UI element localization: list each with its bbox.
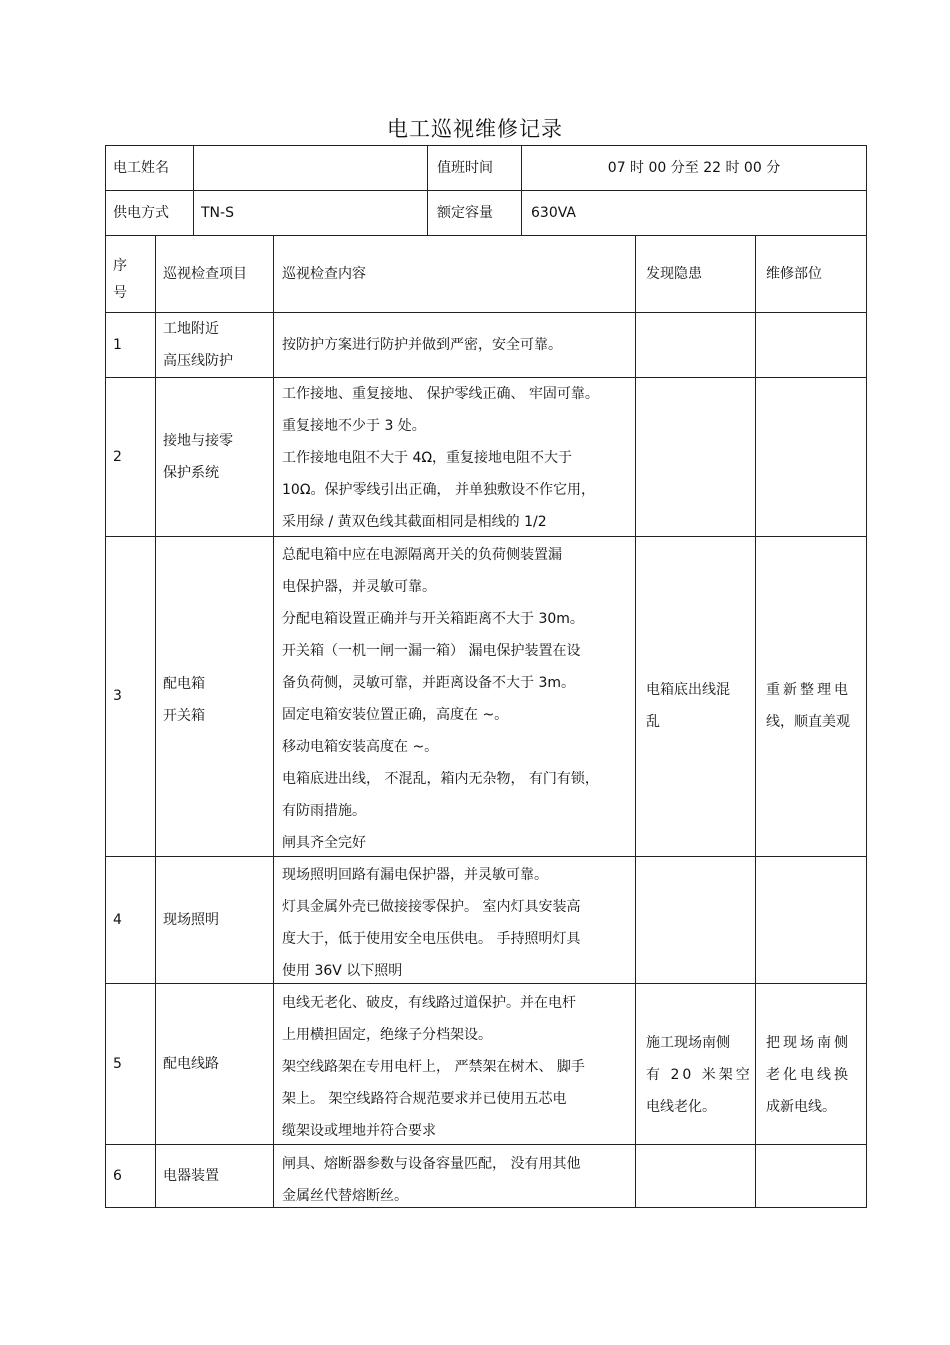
content-line: 采用绿 / 黄双色线其截面相同是相线的 1/2: [282, 514, 547, 530]
row-hazard: [646, 1027, 754, 1123]
hazard-line: 电箱底出线混: [646, 682, 730, 698]
row-item-line: 接地与接零: [163, 433, 233, 449]
content-line: 架空线路架在专用电杆上， 严禁架在树木、 脚手: [282, 1059, 585, 1075]
shift-value: 07 时 00 分至 22 时 00 分: [607, 159, 781, 176]
content-line: 现场照明回路有漏电保护器，并灵敏可靠。: [282, 867, 548, 883]
content-line: 灯具金属外壳已做接接零保护。 室内灯具安装高: [282, 899, 581, 915]
row-number: 4: [113, 911, 122, 928]
content-line: 分配电箱设置正确并与开关箱距离不大于 30m。: [282, 611, 584, 627]
content-line: 缆架设或埋地并符合要求: [282, 1123, 436, 1139]
row-number: 3: [113, 688, 122, 704]
row-item-line: 保护系统: [163, 465, 219, 481]
repair-line: 重新整理电: [766, 682, 851, 698]
column-divider: [273, 235, 274, 1208]
row-number: 1: [113, 336, 122, 353]
shift-label: 值班时间: [437, 159, 493, 176]
content-line: 度大于，低于使用安全电压供电。 手持照明灯具: [282, 931, 581, 947]
row-item: [163, 313, 271, 377]
col-header-no-2: 号: [113, 285, 127, 301]
name-label: 电工姓名: [113, 159, 169, 176]
row-content: [282, 1148, 634, 1212]
row-repair: [766, 674, 864, 738]
content-line: 使用 36V 以下照明: [282, 963, 403, 979]
content-line: 闸具齐全完好: [282, 835, 366, 851]
row-content: [282, 987, 634, 1147]
content-line: 重复接地不少于 3 处。: [282, 418, 426, 434]
hazard-line: 施工现场南侧: [646, 1035, 730, 1051]
column-divider: [755, 235, 756, 1208]
repair-line: 老化电线换: [766, 1067, 851, 1083]
col-header-content: 巡视检查内容: [282, 265, 366, 282]
col-header-repair: 维修部位: [766, 265, 822, 282]
col-header-item: 巡视检查项目: [163, 265, 247, 282]
hazard-line: 乱: [646, 714, 660, 730]
content-line: 电线无老化、破皮，有线路过道保护。并在电杆: [282, 995, 576, 1011]
table-border: [866, 145, 867, 1208]
row-hazard: [646, 674, 754, 738]
row-item: 配电线路: [163, 1055, 219, 1072]
content-line: 电保护器，并灵敏可靠。: [282, 579, 436, 595]
row-item: 电器装置: [163, 1167, 219, 1184]
supply-value: TN-S: [201, 204, 234, 221]
row-item: 现场照明: [163, 911, 219, 928]
row-repair: [766, 1027, 864, 1123]
row-number: 2: [113, 448, 122, 465]
content-line: 金属丝代替熔断丝。: [282, 1188, 408, 1204]
row-number: 5: [113, 1055, 122, 1072]
row-item-line: 配电箱: [163, 676, 205, 692]
name-value: [201, 145, 421, 190]
row-item-line: 高压线防护: [163, 353, 233, 369]
column-divider: [155, 235, 156, 1208]
column-divider: [635, 235, 636, 1208]
row-item-line: 工地附近: [163, 321, 219, 337]
row-content: [282, 859, 634, 987]
row-item: [163, 425, 271, 489]
supply-label: 供电方式: [113, 204, 169, 221]
page-title: 电工巡视维修记录: [387, 117, 563, 141]
content-line: 有防雨措施。: [282, 803, 366, 819]
repair-line: 线，顺直美观: [766, 714, 850, 730]
hazard-line: 电线老化。: [646, 1099, 716, 1115]
row-content: [282, 539, 634, 859]
row-content: 按防护方案进行防护并做到严密，安全可靠。: [282, 336, 562, 353]
capacity-label: 额定容量: [437, 204, 493, 221]
inspection-table: [105, 145, 867, 1208]
content-line: 开关箱（一机一闸一漏一箱） 漏电保护装置在设: [282, 643, 581, 659]
repair-line: 把现场南侧: [766, 1035, 851, 1051]
col-header-hazard: 发现隐患: [646, 265, 702, 282]
row-item: [163, 668, 271, 732]
content-line: 工作接地、重复接地、 保护零线正确、 牢固可靠。: [282, 386, 599, 402]
col-header-no-1: 序: [113, 258, 127, 274]
table-border: [105, 145, 106, 1208]
row-content: [282, 378, 634, 538]
content-line: 备负荷侧，灵敏可靠，并距离设备不大于 3m。: [282, 675, 575, 691]
content-line: 架上。 架空线路符合规范要求并已使用五芯电: [282, 1091, 567, 1107]
column-divider: [427, 145, 428, 235]
content-line: 闸具、熔断器参数与设备容量匹配， 没有用其他: [282, 1156, 581, 1172]
row-item-line: 开关箱: [163, 708, 205, 724]
hazard-line: 有 20 米架空: [646, 1067, 753, 1083]
content-line: 电箱底进出线， 不混乱，箱内无杂物， 有门有锁，: [282, 771, 599, 787]
content-line: 总配电箱中应在电源隔离开关的负荷侧装置漏: [282, 547, 562, 563]
content-line: 工作接地电阻不大于 4Ω，重复接地电阻不大于: [282, 450, 573, 466]
column-divider: [193, 145, 194, 235]
row-number: 6: [113, 1167, 122, 1184]
content-line: 移动电箱安装高度在 ~。: [282, 739, 439, 755]
content-line: 10Ω。保护零线引出正确， 并单独敷设不作它用，: [282, 482, 595, 498]
repair-line: 成新电线。: [766, 1099, 836, 1115]
content-line: 上用横担固定，绝缘子分档架设。: [282, 1027, 492, 1043]
content-line: 固定电箱安装位置正确，高度在 ~。: [282, 707, 509, 723]
capacity-value: 630VA: [531, 204, 576, 221]
